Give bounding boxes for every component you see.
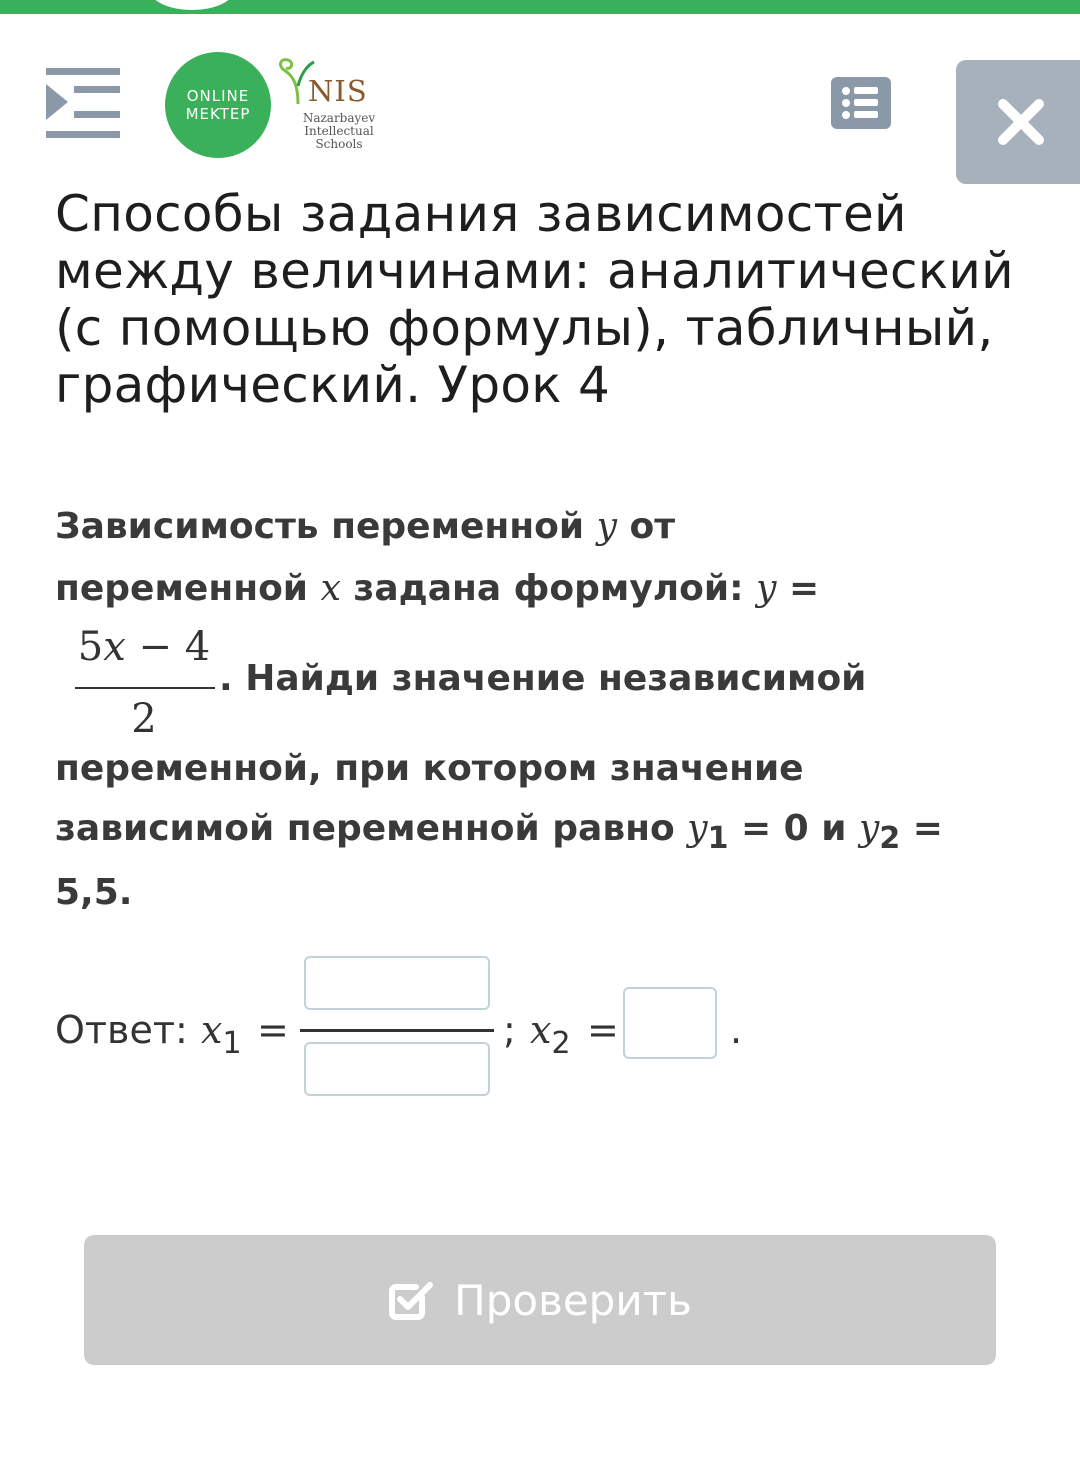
- nis-logo-text: NIS: [308, 74, 368, 108]
- nis-sub-line3: Schools: [315, 137, 363, 151]
- answer-x1-symbol: [201, 1008, 242, 1061]
- math-sub-x2: 2: [551, 1026, 571, 1061]
- question-text-segment: задана формулой:: [340, 568, 757, 609]
- answer-end-dot: .: [730, 1008, 743, 1052]
- formula-numerator: [73, 624, 215, 670]
- online-mektep-logo-line2: MEKTEP: [185, 105, 251, 123]
- math-var-x: x: [320, 568, 341, 609]
- math-sub-x1: 1: [222, 1026, 242, 1061]
- check-button[interactable]: [84, 1235, 996, 1365]
- question-line-2: [55, 568, 819, 609]
- formula-fraction-bar: [75, 687, 215, 689]
- math-var-y: y: [756, 568, 777, 609]
- math-var-x2: x: [530, 1008, 552, 1052]
- page-title: Способы задания зависимостей между величинами: аналитический (с помощью формулы), табличный, графический. Урок 4: [55, 185, 1014, 414]
- formula-num-var: x: [103, 624, 126, 670]
- nis-sub-line2: Intellectual: [304, 124, 374, 138]
- formula-num-coef: 5: [77, 624, 104, 670]
- question-line-4: [55, 748, 804, 789]
- question-text-segment: переменной: [55, 568, 321, 609]
- question-line-6: [55, 872, 132, 913]
- question-text-segment: 5,5.: [55, 872, 133, 913]
- nis-sub-line1: Nazarbayev: [302, 111, 376, 125]
- x2-input[interactable]: [623, 987, 717, 1059]
- math-var-y2: y: [859, 808, 880, 849]
- answer-equals-2: =: [587, 1008, 619, 1052]
- question-text-segment: =: [776, 568, 820, 609]
- answer-semicolon: ;: [503, 1008, 516, 1052]
- close-icon: [997, 98, 1045, 146]
- question-line-1: [55, 506, 675, 547]
- question-line-5: [55, 808, 943, 856]
- question-text-segment: =: [900, 808, 943, 849]
- list-button[interactable]: [831, 77, 891, 129]
- formula-num-rest: − 4: [125, 624, 211, 670]
- question-line-3: [219, 658, 866, 699]
- x1-denominator-input[interactable]: [304, 1042, 490, 1096]
- top-status-strip: [0, 0, 1080, 14]
- question-text-segment: переменной, при котором значение: [55, 748, 804, 789]
- nis-logo-subtitle: [284, 112, 394, 151]
- math-sub-2: 2: [879, 821, 901, 856]
- check-button-label: Проверить: [454, 1275, 692, 1325]
- formula-denominator: 2: [131, 696, 157, 742]
- checkbox-check-icon: [388, 1279, 434, 1321]
- formula-fraction: [73, 624, 215, 744]
- question-text-segment: зависимой переменной равно: [55, 808, 688, 849]
- math-var-y: y: [596, 506, 617, 547]
- answer-fraction-bar: [300, 1029, 494, 1032]
- question-text-segment: Зависимость переменной: [55, 506, 597, 547]
- answer-row: [55, 950, 1045, 1110]
- online-mektep-logo-line1: ONLINE: [186, 87, 250, 105]
- answer-x2-symbol: [530, 1008, 571, 1061]
- menu-indent-icon: [44, 66, 122, 140]
- question-text-segment: . Найди значение независимой: [219, 658, 867, 699]
- close-button[interactable]: [956, 60, 1080, 184]
- math-var-y1: y: [687, 808, 708, 849]
- nis-logo: [276, 56, 376, 156]
- online-mektep-logo: [165, 52, 271, 158]
- x1-numerator-input[interactable]: [304, 956, 490, 1010]
- top-strip-avatar-edge: [150, 0, 234, 10]
- list-icon: [831, 77, 891, 129]
- menu-button[interactable]: [44, 66, 122, 140]
- answer-equals-1: =: [257, 1008, 289, 1052]
- question-text-segment: от: [617, 506, 676, 547]
- question-text-segment: = 0 и: [728, 808, 860, 849]
- math-var-x1: x: [201, 1008, 223, 1052]
- math-sub-1: 1: [707, 821, 729, 856]
- answer-label: Ответ:: [55, 1008, 188, 1052]
